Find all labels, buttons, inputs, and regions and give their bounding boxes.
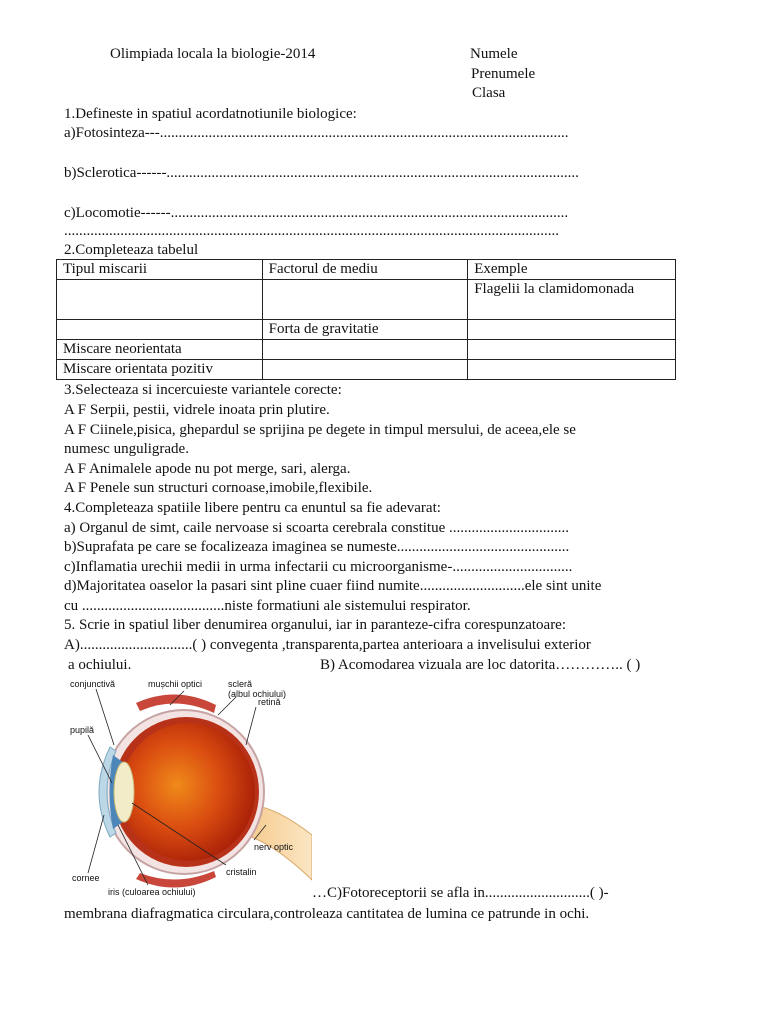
- q5-a-line2: a ochiului.: [68, 657, 132, 673]
- q1-a: a)Fotosinteza---.............................................................................................................: [64, 125, 569, 141]
- class-field-label: Clasa: [472, 85, 506, 101]
- table-cell: [468, 340, 676, 360]
- q3-item: A F Serpii, pestii, vidrele inoata prin plutire.: [64, 402, 330, 418]
- q5-b: B) Acomodarea vizuala are loc datorita………….. ( ): [320, 657, 641, 673]
- label-sclera: scleră: [228, 679, 253, 689]
- q5-c-line1: …C)Fotoreceptorii se afla in............................( )-: [312, 885, 609, 901]
- q3-item: A F Animalele apode nu pot merge, sari, alerga.: [64, 461, 351, 477]
- label-muschii-optici: mușchii optici: [148, 679, 203, 689]
- name-field-label: Numele: [470, 46, 518, 62]
- q4-item: d)Majoritatea oaselor la pasari sint pline cuaer fiind numite............................ele sint unite: [64, 578, 602, 594]
- table-cell: Miscare orientata pozitiv: [57, 360, 263, 380]
- surname-field-label: Prenumele: [471, 66, 536, 82]
- q5-prompt: 5. Scrie in spatiul liber denumirea organului, iar in paranteze-cifra corespunzatoare:: [64, 617, 567, 633]
- q1-c-continuation: ....................................................................................................................................: [64, 223, 559, 239]
- table-cell: [262, 340, 468, 360]
- movement-table: [56, 259, 676, 380]
- label-pupila: pupilă: [70, 725, 95, 735]
- q3-prompt: 3.Selecteaza si incercuieste variantele corecte:: [64, 382, 342, 398]
- eye-anatomy-illustration: [66, 675, 312, 900]
- label-cornee: cornee: [72, 873, 100, 883]
- q3-item: numesc unguligrade.: [64, 441, 189, 457]
- label-conjunctiva: conjunctivă: [70, 679, 116, 689]
- table-row: [57, 320, 676, 340]
- table-cell: Flagelii la clamidomonada: [468, 280, 676, 320]
- table-cell: [57, 280, 263, 320]
- table-cell: [262, 280, 468, 320]
- q2-prompt: 2.Completeaza tabelul: [64, 242, 199, 258]
- table-cell: Forta de gravitatie: [262, 320, 468, 340]
- table-cell: [468, 360, 676, 380]
- table-cell: [57, 320, 263, 340]
- label-nerv-optic: nerv optic: [254, 842, 294, 852]
- q4-item: cu ......................................niste formatiuni ale sistemului respirator.: [64, 598, 471, 614]
- q3-item: A F Penele sun structuri cornoase,imobile,flexibile.: [64, 480, 373, 496]
- q1-prompt: 1.Defineste in spatiul acordatnotiunile biologice:: [64, 106, 357, 122]
- q4-item: b)Suprafata pe care se focalizeaza imaginea se numeste..............................................: [64, 539, 570, 555]
- q3-item: A F Ciinele,pisica, ghepardul se sprijina pe degete in timpul mersului, de aceea,ele se: [64, 422, 576, 438]
- page-title: Olimpiada locala la biologie-2014: [110, 46, 316, 62]
- eye-diagram: [66, 675, 312, 900]
- label-cristalin: cristalin: [226, 867, 257, 877]
- table-header: Exemple: [468, 260, 676, 280]
- label-sclera-albul: (albul ochiului): [228, 689, 287, 699]
- table-cell: Miscare neorientata: [57, 340, 263, 360]
- table-header: Factorul de mediu: [262, 260, 468, 280]
- q1-c: c)Locomotie------..........................................................................................................: [64, 205, 569, 221]
- table-header: Tipul miscarii: [57, 260, 263, 280]
- q4-item: a) Organul de simt, caile nervoase si scoarta cerebrala constitue ................................: [64, 520, 569, 536]
- table-row: [57, 360, 676, 380]
- table-row: [57, 280, 676, 320]
- label-iris: iris (culoarea ochiului): [108, 887, 196, 897]
- q4-prompt: 4.Completeaza spatiile libere pentru ca enuntul sa fie adevarat:: [64, 500, 441, 516]
- q5-a-line1: A)..............................( ) convegenta ,transparenta,partea anterioara a invelisului exterior: [64, 637, 591, 653]
- q1-b: b)Sclerotica------..............................................................................................................: [64, 165, 579, 181]
- table-header-row: [57, 260, 676, 280]
- label-retina: retină: [258, 697, 281, 707]
- table-row: [57, 340, 676, 360]
- q4-item: c)Inflamatia urechii medii in urma infectarii cu microorganisme-................................: [64, 559, 573, 575]
- table-cell: [468, 320, 676, 340]
- q5-c-line2: membrana diafragmatica circulara,controleaza cantitatea de lumina ce patrunde in ochi.: [64, 906, 590, 922]
- table-cell: [262, 360, 468, 380]
